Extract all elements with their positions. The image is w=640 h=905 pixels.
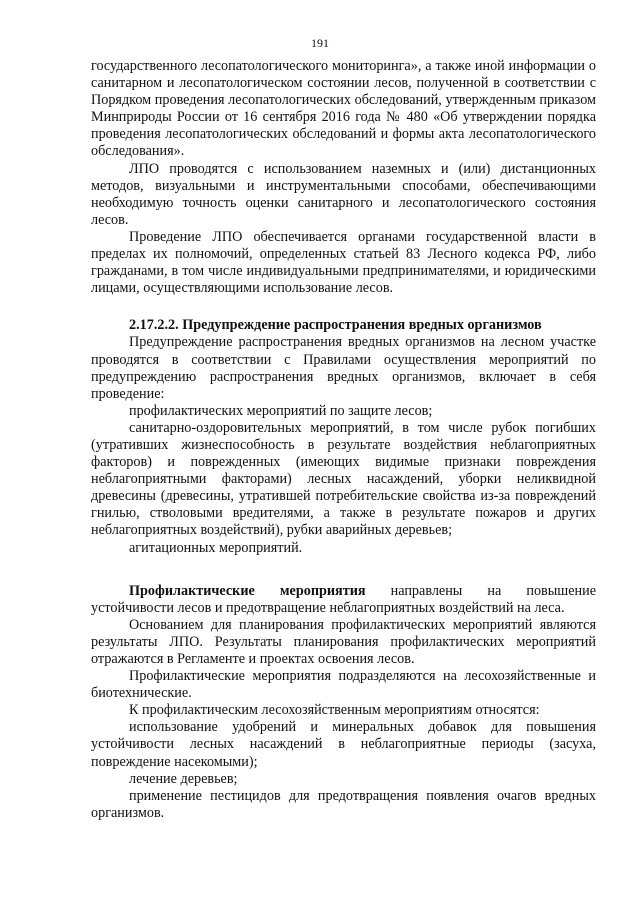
- list-item-prophylactic: профилактических мероприятий по защите лесов;: [129, 402, 433, 419]
- list-item-pesticides: применение пестицидов для предотвращения появления очагов вредных организмов.: [91, 787, 596, 821]
- paragraph-prophylactic-measures: [91, 583, 596, 617]
- paragraph-prevention-intro: Предупреждение распространения вредных организмов на лесном участке проводятся в соответствии с Правилами осуществления мероприятий по предупреждению распространения вредных организмов, включает в себя проведение:: [91, 334, 596, 402]
- paragraph-prophylactic-text: направлены на повышение устойчивости лесов и предотвращение неблагоприятных воздействий на леса.: [91, 582, 596, 616]
- list-item-tree-treatment: лечение деревьев;: [129, 770, 238, 787]
- list-item-sanitary: санитарно-оздоровительных мероприятий, в том числе рубок погибших (утративших жизнеспособность в результате воздействия неблагоприятных факторов) и поврежденных (имеющих видимые признаки повреждения неблагоприятными факторами) лесных насаждений, уборки неликвидной древесины (древесины, утратившей потребительские свойства из-за повреждений гнилью, стволовыми вредителями, а также в результате пожаров и других неблагоприятных воздействий), рубки аварийных деревьев;: [91, 419, 596, 539]
- bold-term: Профилактические мероприятия: [129, 582, 366, 599]
- list-item-fertilizers: использование удобрений и минеральных добавок для повышения устойчивости лесных насаждений в неблагоприятные периоды (засуха, повреждение насекомыми);: [91, 719, 596, 770]
- list-item-agitation: агитационных мероприятий.: [129, 539, 303, 556]
- paragraph-lpo-authorities: Проведение ЛПО обеспечивается органами государственной власти в пределах их полномочий, определенных статьей 83 Лесного кодекса РФ, либо гражданами, в том числе индивидуальными предпринимателями, и юридическими лицами, осуществляющими использование лесов.: [91, 228, 596, 297]
- paragraph-monitoring-info: государственного лесопатологического мониторинга», а также иной информации о санитарном и лесопатологическом состоянии лесов, полученной в соответствии с Порядком проведения лесопатологических обследований, утвержденным приказом Минприроды России от 16 сентября 2016 года № 480 «Об утверждении порядка проведения лесопатологических обследований и формы акта лесопатологического обследования».: [91, 58, 596, 160]
- paragraph-planning-basis: Основанием для планирования профилактических мероприятий являются результаты ЛПО. Результаты планирования профилактических мероприятий отражаются в Регламенте и проектах освоения лесов.: [91, 616, 596, 667]
- paragraph-measure-types: Профилактические мероприятия подразделяются на лесохозяйственные и биотехнические.: [91, 668, 596, 702]
- paragraph-lpo-methods: ЛПО проводятся с использованием наземных и (или) дистанционных методов, визуальными и инструментальными способами, обеспечивающими необходимую точность оценки санитарного и лесопатологического состояния лесов.: [91, 160, 596, 228]
- paragraph-forestry-measures: К профилактическим лесохозяйственным мероприятиям относятся:: [129, 702, 540, 719]
- page-number: 191: [311, 36, 329, 50]
- section-heading: 2.17.2.2. Предупреждение распространения вредных организмов: [129, 317, 542, 334]
- document-body: [91, 58, 596, 822]
